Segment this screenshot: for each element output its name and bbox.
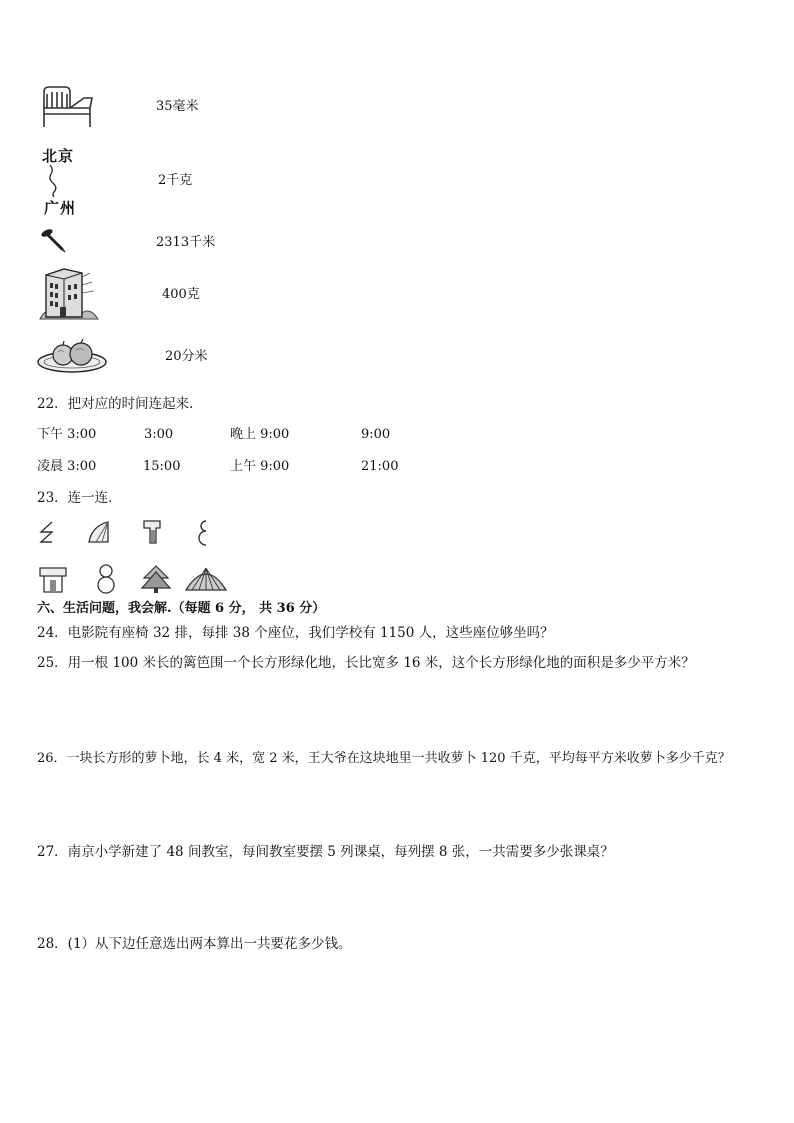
half-shape-3-icon <box>142 518 164 546</box>
half-shape-2-icon <box>86 520 112 546</box>
question-26: 26．一块长方形的萝卜地，长 4 米，宽 2 米，王大爷在这块地里一共收萝卜 120 千克，平均每平方米收萝卜多少千克？ <box>37 751 731 766</box>
question-23-title: 23．连一连． <box>37 490 122 506</box>
map-label-guangzhou: 广州 <box>44 199 77 217</box>
value-label-3: 2313千米 <box>156 235 216 250</box>
map-label-beijing: 北京 <box>42 147 75 165</box>
building-icon <box>38 267 100 323</box>
value-label-1: 35毫米 <box>156 99 199 114</box>
time-row2-col3: 上午 9:00 <box>230 459 290 474</box>
fruit-plate-icon <box>36 338 108 374</box>
section-6-heading: 六、生活问题，我会解.（每题 6 分， 共 36 分） <box>37 601 326 616</box>
question-25: 25．用一根 100 米长的篱笆围一个长方形绿化地，长比宽多 16 米，这个长方形绿化地的面积是多少平方米？ <box>37 655 695 671</box>
time-row1-col2: 3:00 <box>144 427 174 442</box>
value-label-2: 2千克 <box>158 173 193 188</box>
half-shape-4-icon <box>194 518 210 548</box>
time-row2-col2: 15:00 <box>143 459 181 474</box>
time-row2-col4: 21:00 <box>361 459 399 474</box>
umbrella-shape-icon <box>184 566 228 594</box>
tree-shape-icon <box>140 564 172 594</box>
time-row1-col4: 9:00 <box>361 427 391 442</box>
nail-icon <box>40 227 66 253</box>
time-row1-col3: 晚上 9:00 <box>230 427 290 442</box>
value-label-5: 20分米 <box>165 349 208 364</box>
snowman-shape-icon <box>96 563 116 595</box>
time-row1-col1: 下午 3:00 <box>37 427 97 442</box>
question-27: 27．南京小学新建了 48 间教室，每间教室要摆 5 列课桌，每列摆 8 张，一共需要多少张课桌？ <box>37 844 614 860</box>
question-28: 28．(1）从下边任意选出两本算出一共要花多少钱。 <box>37 936 352 952</box>
route-map-icon <box>40 145 80 217</box>
house-shape-icon <box>38 566 68 594</box>
value-label-4: 400克 <box>162 287 200 302</box>
time-row2-col1: 凌晨 3:00 <box>37 459 97 474</box>
question-24: 24．电影院有座椅 32 排，每排 38 个座位，我们学校有 1150 人，这些座位够坐吗？ <box>37 625 554 641</box>
question-22-title: 22．把对应的时间连起来． <box>37 396 203 412</box>
bed-icon <box>38 84 94 128</box>
half-shape-1-icon <box>38 520 58 546</box>
